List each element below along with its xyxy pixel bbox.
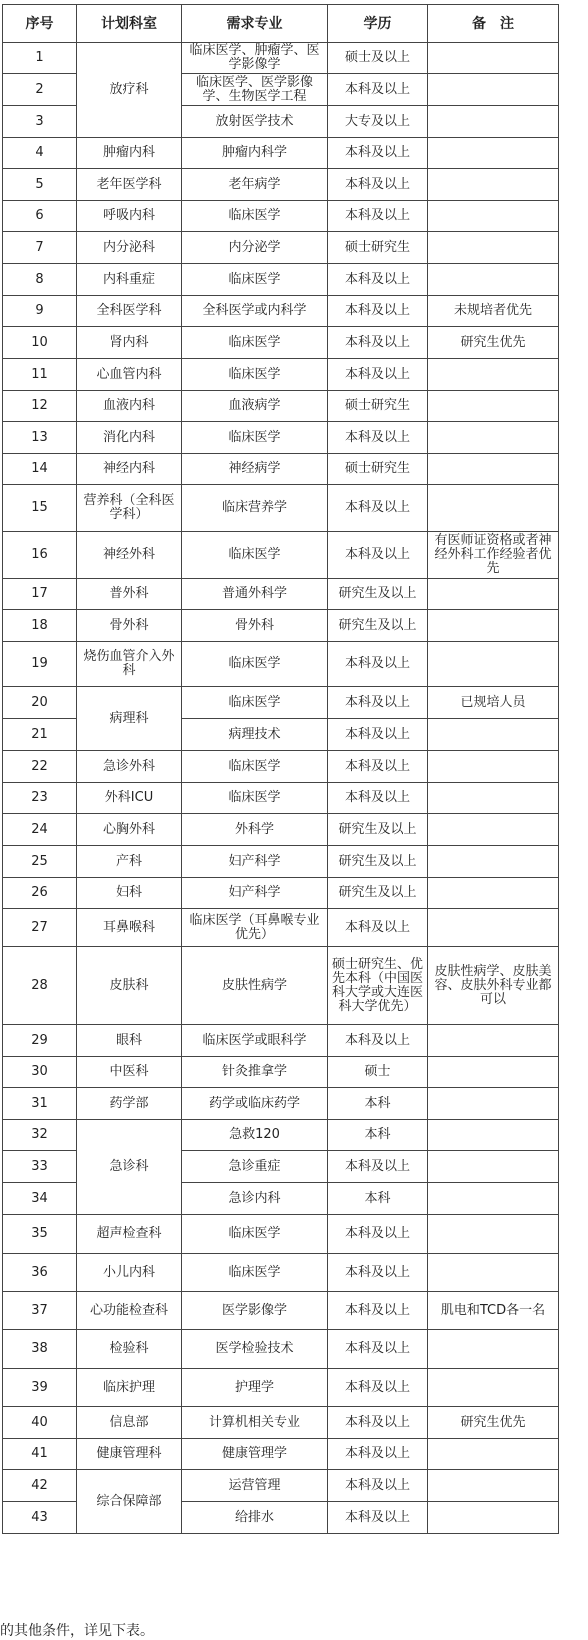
- table-row: [3, 579, 559, 610]
- cell-dept: 信息部: [77, 1407, 182, 1439]
- cell-dept: 外科ICU: [77, 783, 182, 814]
- cell-dept: 检验科: [77, 1330, 182, 1369]
- cell-edu: 本科及以上: [328, 1292, 428, 1330]
- cell-note: [428, 846, 559, 878]
- cell-edu: 研究生及以上: [328, 579, 428, 610]
- cell-dept: 内科重症: [77, 264, 182, 296]
- table-row: [3, 846, 559, 878]
- cell-note: [428, 1215, 559, 1254]
- cell-dept: 放疗科: [77, 43, 182, 138]
- cell-seq: 37: [3, 1292, 77, 1330]
- cell-note: [428, 1151, 559, 1183]
- cell-dept: 急诊科: [77, 1120, 182, 1215]
- cell-major: 临床医学: [182, 783, 328, 814]
- cell-dept: 呼吸内科: [77, 201, 182, 232]
- cell-note: [428, 106, 559, 138]
- cell-dept: 神经内科: [77, 454, 182, 485]
- cell-dept: 眼科: [77, 1025, 182, 1057]
- cell-seq: 26: [3, 878, 77, 909]
- cell-note: [428, 1439, 559, 1470]
- cell-seq: 4: [3, 138, 77, 169]
- cell-edu: 本科及以上: [328, 1407, 428, 1439]
- table-row: [3, 1215, 559, 1254]
- cell-edu: 本科及以上: [328, 327, 428, 359]
- cell-note: [428, 1470, 559, 1502]
- cell-note: [428, 169, 559, 201]
- table-row: [3, 232, 559, 264]
- cell-edu: 本科: [328, 1120, 428, 1151]
- cell-major: 健康管理学: [182, 1439, 328, 1470]
- cell-seq: 43: [3, 1502, 77, 1534]
- cell-dept: 烧伤血管介入外科: [77, 642, 182, 687]
- cell-seq: 31: [3, 1088, 77, 1120]
- cell-dept: 急诊外科: [77, 751, 182, 783]
- table-row: [3, 1088, 559, 1120]
- cell-major: 临床医学或眼科学: [182, 1025, 328, 1057]
- cell-seq: 7: [3, 232, 77, 264]
- cell-note: [428, 264, 559, 296]
- cell-seq: 39: [3, 1369, 77, 1407]
- cell-major: 病理技术: [182, 719, 328, 751]
- cell-edu: 研究生及以上: [328, 610, 428, 642]
- cell-note: [428, 1254, 559, 1292]
- cell-dept: 神经外科: [77, 532, 182, 579]
- cell-edu: 本科: [328, 1183, 428, 1215]
- cell-note: [428, 359, 559, 391]
- cell-seq: 11: [3, 359, 77, 391]
- cell-dept: 小儿内科: [77, 1254, 182, 1292]
- cell-edu: 研究生及以上: [328, 878, 428, 909]
- cell-note: 研究生优先: [428, 327, 559, 359]
- footer-text: 的其他条件，详见下表。: [0, 1623, 154, 1639]
- cell-seq: 41: [3, 1439, 77, 1470]
- table-row: [3, 878, 559, 909]
- cell-note: [428, 579, 559, 610]
- cell-seq: 29: [3, 1025, 77, 1057]
- cell-note: [428, 1183, 559, 1215]
- cell-note: 已规培人员: [428, 687, 559, 719]
- table-row: [3, 814, 559, 846]
- cell-major: 计算机相关专业: [182, 1407, 328, 1439]
- cell-seq: 30: [3, 1057, 77, 1088]
- cell-major: 护理学: [182, 1369, 328, 1407]
- table-row: [3, 422, 559, 454]
- cell-dept: 内分泌科: [77, 232, 182, 264]
- cell-dept: 心功能检查科: [77, 1292, 182, 1330]
- cell-seq: 17: [3, 579, 77, 610]
- cell-note: [428, 751, 559, 783]
- table-row: [3, 1120, 559, 1151]
- cell-edu: 本科及以上: [328, 1470, 428, 1502]
- cell-note: [428, 719, 559, 751]
- cell-note: [428, 814, 559, 846]
- cell-edu: 本科及以上: [328, 1330, 428, 1369]
- cell-edu: 本科及以上: [328, 532, 428, 579]
- cell-dept: 超声检查科: [77, 1215, 182, 1254]
- cell-note: [428, 1369, 559, 1407]
- cell-dept: 肾内科: [77, 327, 182, 359]
- cell-edu: 研究生及以上: [328, 846, 428, 878]
- header-major: 需求专业: [182, 5, 328, 43]
- table-row: [3, 642, 559, 687]
- cell-note: [428, 1502, 559, 1534]
- cell-seq: 16: [3, 532, 77, 579]
- table-row: [3, 201, 559, 232]
- cell-dept: 药学部: [77, 1088, 182, 1120]
- cell-major: 普通外科学: [182, 579, 328, 610]
- cell-edu: 本科及以上: [328, 1254, 428, 1292]
- table-row: [3, 1330, 559, 1369]
- table-row: [3, 751, 559, 783]
- cell-edu: 本科及以上: [328, 642, 428, 687]
- cell-edu: 本科及以上: [328, 783, 428, 814]
- cell-major: 临床医学: [182, 1254, 328, 1292]
- table-row: [3, 947, 559, 1025]
- cell-dept: 心血管内科: [77, 359, 182, 391]
- cell-seq: 9: [3, 296, 77, 327]
- cell-note: [428, 1057, 559, 1088]
- cell-dept: 产科: [77, 846, 182, 878]
- cell-note: [428, 1088, 559, 1120]
- cell-seq: 15: [3, 485, 77, 532]
- table-row: [3, 687, 559, 719]
- table-row: [3, 1439, 559, 1470]
- cell-seq: 27: [3, 909, 77, 947]
- cell-seq: 6: [3, 201, 77, 232]
- cell-note: [428, 909, 559, 947]
- cell-edu: 硕士及以上: [328, 43, 428, 74]
- table-row: [3, 485, 559, 532]
- cell-major: 临床医学（耳鼻喉专业优先）: [182, 909, 328, 947]
- cell-dept: 肿瘤内科: [77, 138, 182, 169]
- cell-major: 临床医学、医学影像学、生物医学工程: [182, 74, 328, 106]
- cell-seq: 2: [3, 74, 77, 106]
- cell-major: 医学检验技术: [182, 1330, 328, 1369]
- cell-edu: 本科及以上: [328, 138, 428, 169]
- header-row: [3, 5, 559, 43]
- cell-dept: 中医科: [77, 1057, 182, 1088]
- cell-major: 骨外科: [182, 610, 328, 642]
- cell-major: 临床医学: [182, 751, 328, 783]
- table-row: [3, 783, 559, 814]
- cell-note: [428, 232, 559, 264]
- cell-seq: 28: [3, 947, 77, 1025]
- cell-seq: 5: [3, 169, 77, 201]
- cell-edu: 本科及以上: [328, 201, 428, 232]
- cell-note: [428, 878, 559, 909]
- cell-major: 临床医学: [182, 264, 328, 296]
- cell-major: 全科医学或内科学: [182, 296, 328, 327]
- cell-seq: 36: [3, 1254, 77, 1292]
- cell-seq: 23: [3, 783, 77, 814]
- cell-seq: 38: [3, 1330, 77, 1369]
- cell-edu: 研究生及以上: [328, 814, 428, 846]
- cell-dept: 临床护理: [77, 1369, 182, 1407]
- cell-seq: 24: [3, 814, 77, 846]
- cell-major: 临床营养学: [182, 485, 328, 532]
- table-row: [3, 1057, 559, 1088]
- cell-note: [428, 610, 559, 642]
- cell-seq: 32: [3, 1120, 77, 1151]
- cell-dept: 血液内科: [77, 391, 182, 422]
- table-row: [3, 296, 559, 327]
- table-row: [3, 264, 559, 296]
- cell-edu: 本科及以上: [328, 1369, 428, 1407]
- cell-major: 针灸推拿学: [182, 1057, 328, 1088]
- table-row: [3, 610, 559, 642]
- table-row: [3, 359, 559, 391]
- table-row: [3, 909, 559, 947]
- cell-major: 临床医学: [182, 327, 328, 359]
- cell-major: 肿瘤内科学: [182, 138, 328, 169]
- cell-edu: 大专及以上: [328, 106, 428, 138]
- cell-seq: 10: [3, 327, 77, 359]
- cell-note: [428, 43, 559, 74]
- cell-note: [428, 422, 559, 454]
- cell-major: 运营管理: [182, 1470, 328, 1502]
- cell-edu: 本科及以上: [328, 719, 428, 751]
- cell-edu: 本科及以上: [328, 1215, 428, 1254]
- cell-dept: 全科医学科: [77, 296, 182, 327]
- cell-seq: 1: [3, 43, 77, 74]
- cell-edu: 本科及以上: [328, 485, 428, 532]
- cell-note: 皮肤性病学、皮肤美容、皮肤外科专业都可以: [428, 947, 559, 1025]
- cell-major: 医学影像学: [182, 1292, 328, 1330]
- cell-edu: 本科及以上: [328, 1025, 428, 1057]
- cell-dept: 老年医学科: [77, 169, 182, 201]
- cell-note: [428, 642, 559, 687]
- cell-edu: 本科及以上: [328, 1439, 428, 1470]
- cell-major: 妇产科学: [182, 846, 328, 878]
- cell-note: [428, 1025, 559, 1057]
- cell-edu: 本科及以上: [328, 359, 428, 391]
- table-row: [3, 1254, 559, 1292]
- table-row: [3, 1292, 559, 1330]
- cell-edu: 本科及以上: [328, 74, 428, 106]
- cell-edu: 本科及以上: [328, 687, 428, 719]
- cell-major: 药学或临床药学: [182, 1088, 328, 1120]
- cell-major: 临床医学: [182, 359, 328, 391]
- cell-dept: 心胸外科: [77, 814, 182, 846]
- cell-dept: 消化内科: [77, 422, 182, 454]
- cell-note: [428, 454, 559, 485]
- cell-edu: 本科及以上: [328, 169, 428, 201]
- cell-dept: 妇科: [77, 878, 182, 909]
- table-row: [3, 327, 559, 359]
- cell-major: 临床医学: [182, 687, 328, 719]
- cell-edu: 硕士研究生: [328, 454, 428, 485]
- cell-seq: 18: [3, 610, 77, 642]
- cell-edu: 本科及以上: [328, 751, 428, 783]
- cell-dept: 皮肤科: [77, 947, 182, 1025]
- cell-major: 皮肤性病学: [182, 947, 328, 1025]
- cell-edu: 本科及以上: [328, 264, 428, 296]
- cell-major: 老年病学: [182, 169, 328, 201]
- table-row: [3, 43, 559, 74]
- cell-seq: 13: [3, 422, 77, 454]
- cell-seq: 8: [3, 264, 77, 296]
- cell-seq: 22: [3, 751, 77, 783]
- cell-dept: 综合保障部: [77, 1470, 182, 1534]
- cell-seq: 35: [3, 1215, 77, 1254]
- cell-major: 临床医学: [182, 642, 328, 687]
- cell-major: 急诊重症: [182, 1151, 328, 1183]
- cell-note: 研究生优先: [428, 1407, 559, 1439]
- cell-note: [428, 201, 559, 232]
- cell-major: 急诊内科: [182, 1183, 328, 1215]
- cell-note: [428, 485, 559, 532]
- table-row: [3, 454, 559, 485]
- cell-edu: 本科及以上: [328, 1502, 428, 1534]
- table-row: [3, 138, 559, 169]
- table-row: [3, 1407, 559, 1439]
- cell-major: 血液病学: [182, 391, 328, 422]
- cell-seq: 12: [3, 391, 77, 422]
- cell-major: 内分泌学: [182, 232, 328, 264]
- table-row: [3, 532, 559, 579]
- cell-major: 临床医学: [182, 532, 328, 579]
- cell-edu: 硕士研究生、优先本科（中国医科大学或大连医科大学优先）: [328, 947, 428, 1025]
- header-edu: 学历: [328, 5, 428, 43]
- cell-dept: 耳鼻喉科: [77, 909, 182, 947]
- cell-major: 临床医学: [182, 201, 328, 232]
- cell-seq: 40: [3, 1407, 77, 1439]
- cell-note: [428, 74, 559, 106]
- cell-edu: 硕士研究生: [328, 391, 428, 422]
- cell-major: 临床医学: [182, 1215, 328, 1254]
- cell-edu: 本科及以上: [328, 909, 428, 947]
- cell-note: [428, 1120, 559, 1151]
- cell-seq: 42: [3, 1470, 77, 1502]
- cell-major: 放射医学技术: [182, 106, 328, 138]
- cell-dept: 病理科: [77, 687, 182, 751]
- cell-seq: 34: [3, 1183, 77, 1215]
- cell-note: [428, 138, 559, 169]
- cell-major: 给排水: [182, 1502, 328, 1534]
- cell-dept: 营养科（全科医学科）: [77, 485, 182, 532]
- cell-note: [428, 391, 559, 422]
- table-row: [3, 391, 559, 422]
- cell-note: [428, 1330, 559, 1369]
- cell-major: 神经病学: [182, 454, 328, 485]
- cell-edu: 本科及以上: [328, 1151, 428, 1183]
- cell-seq: 19: [3, 642, 77, 687]
- cell-seq: 21: [3, 719, 77, 751]
- cell-seq: 20: [3, 687, 77, 719]
- cell-major: 临床医学: [182, 422, 328, 454]
- table-row: [3, 1470, 559, 1502]
- cell-edu: 本科及以上: [328, 296, 428, 327]
- cell-edu: 本科: [328, 1088, 428, 1120]
- header-note: 备 注: [428, 5, 559, 43]
- table-row: [3, 1369, 559, 1407]
- cell-note: 肌电和TCD各一名: [428, 1292, 559, 1330]
- recruitment-table: [2, 4, 559, 1534]
- header-dept: 计划科室: [77, 5, 182, 43]
- cell-note: 未规培者优先: [428, 296, 559, 327]
- cell-dept: 普外科: [77, 579, 182, 610]
- cell-edu: 硕士: [328, 1057, 428, 1088]
- cell-seq: 33: [3, 1151, 77, 1183]
- cell-note: [428, 783, 559, 814]
- cell-seq: 14: [3, 454, 77, 485]
- cell-major: 急救120: [182, 1120, 328, 1151]
- cell-major: 妇产科学: [182, 878, 328, 909]
- cell-seq: 3: [3, 106, 77, 138]
- table-row: [3, 169, 559, 201]
- cell-seq: 25: [3, 846, 77, 878]
- cell-edu: 硕士研究生: [328, 232, 428, 264]
- table-row: [3, 1025, 559, 1057]
- cell-major: 临床医学、肿瘤学、医学影像学: [182, 43, 328, 74]
- cell-note: 有医师证资格或者神经外科工作经验者优先: [428, 532, 559, 579]
- cell-dept: 骨外科: [77, 610, 182, 642]
- header-seq: 序号: [3, 5, 77, 43]
- cell-dept: 健康管理科: [77, 1439, 182, 1470]
- cell-major: 外科学: [182, 814, 328, 846]
- cell-edu: 本科及以上: [328, 422, 428, 454]
